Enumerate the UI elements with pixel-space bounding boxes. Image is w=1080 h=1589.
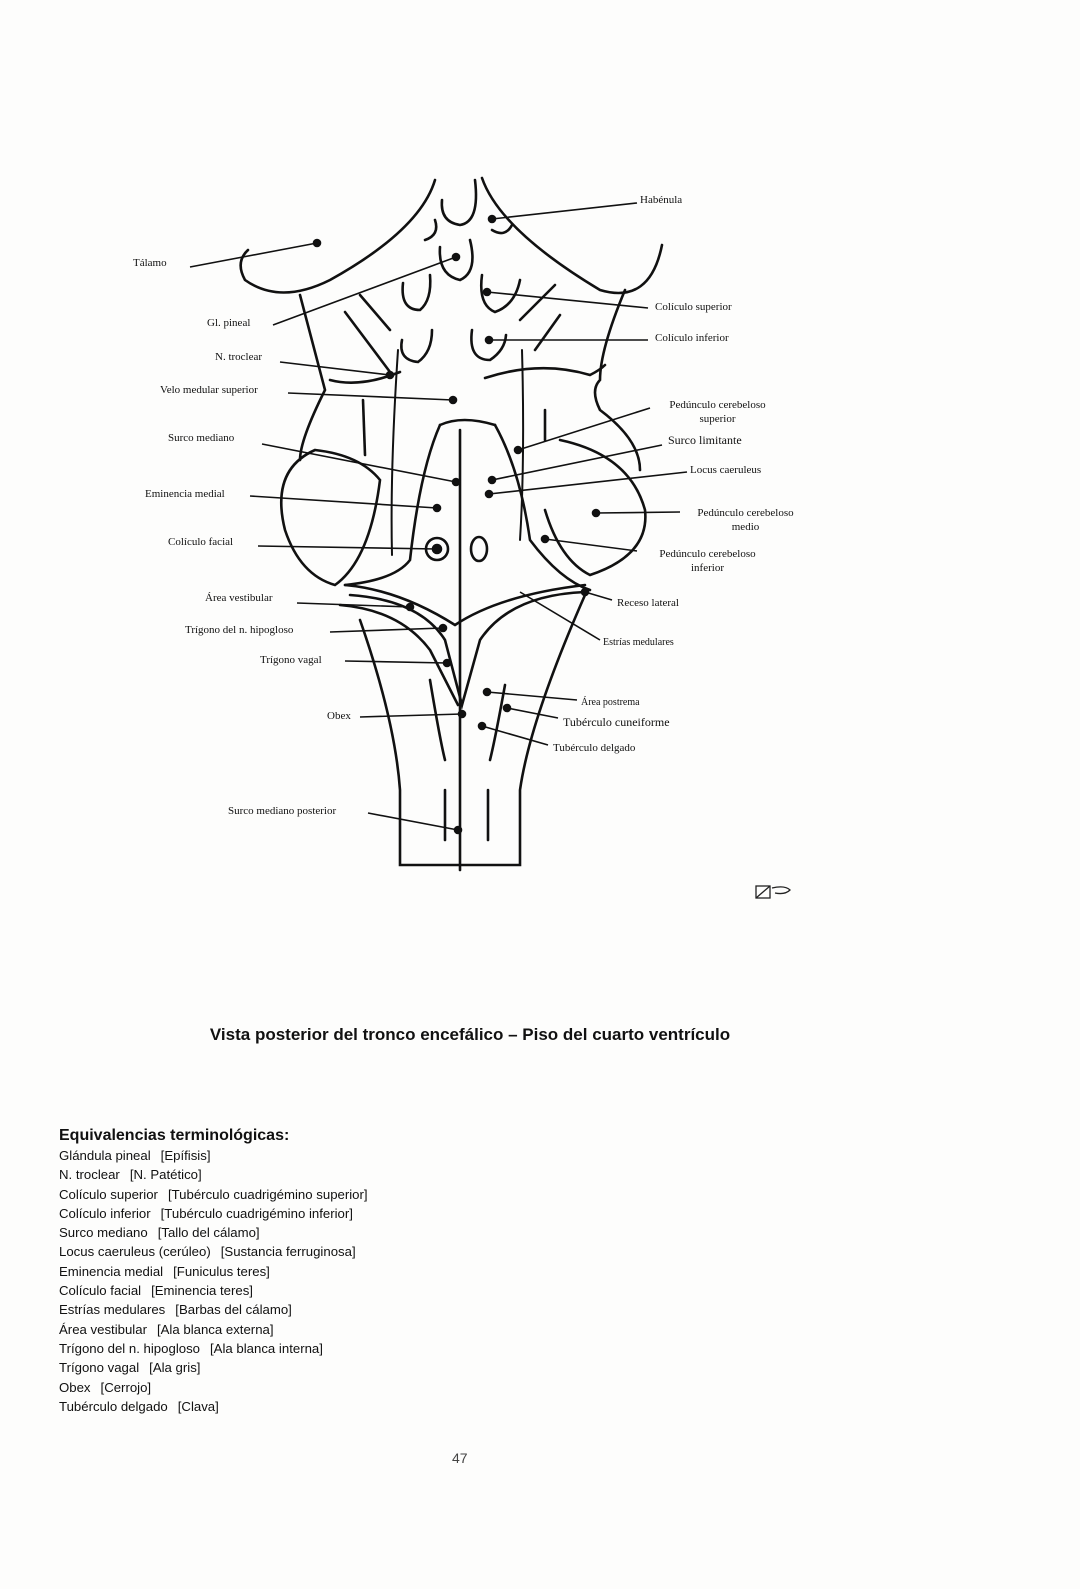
label-line: inferior <box>691 562 724 574</box>
label-area-vestibular: Área vestibular <box>205 592 273 604</box>
label-locus-caeruleus: Locus caeruleus <box>690 464 762 476</box>
equivalence-item <box>59 1281 368 1300</box>
label-velo-medular: Velo medular superior <box>160 384 258 396</box>
label-line: medio <box>731 521 760 533</box>
equivalence-item <box>59 1339 368 1358</box>
term: Glándula pineal <box>59 1148 151 1163</box>
equivalent-term: [Ala gris] <box>149 1360 201 1376</box>
equivalent-term: [Cerrojo] <box>100 1379 152 1395</box>
leader-lines <box>190 203 687 834</box>
term: Colículo inferior <box>59 1205 151 1221</box>
equivalence-item <box>59 1358 368 1377</box>
label-pedunculo-medio <box>683 506 808 534</box>
equivalent-term: [Tubérculo cuadrigémino inferior] <box>160 1205 353 1221</box>
label-line: superior <box>699 413 736 425</box>
label-coliculo-superior: Colículo superior <box>655 301 732 313</box>
equivalent-term: [Eminencia teres] <box>151 1283 253 1299</box>
equivalence-item <box>59 1204 368 1223</box>
term: Tubérculo delgado <box>59 1398 168 1414</box>
equivalence-item <box>59 1185 368 1204</box>
equivalence-item <box>59 1262 368 1281</box>
label-estrias-medulares: Estrías medulares <box>603 637 674 648</box>
term: Colículo superior <box>59 1186 158 1202</box>
label-area-postrema: Área postrema <box>581 697 640 708</box>
term: Eminencia medial <box>59 1263 164 1279</box>
equivalence-item <box>59 1223 368 1242</box>
label-pedunculo-inferior <box>645 547 770 575</box>
label-gl-pineal: Gl. pineal <box>207 317 251 329</box>
term: Obex <box>59 1379 91 1395</box>
equivalent-term: [Tallo del cálamo] <box>157 1225 260 1241</box>
equivalent-term: [Sustancia ferruginosa] <box>220 1244 356 1260</box>
label-trigono-vagal: Trígono vagal <box>260 654 322 666</box>
label-receso-lateral: Receso lateral <box>617 597 679 609</box>
label-eminencia-medial: Eminencia medial <box>145 488 225 500</box>
equivalent-term: [Clava] <box>177 1398 219 1414</box>
equivalent-term: [Funiculus teres] <box>173 1263 270 1279</box>
label-pedunculo-superior <box>655 398 780 426</box>
page-number: 47 <box>452 1450 468 1466</box>
term: Locus caeruleus (cerúleo) <box>59 1244 211 1260</box>
equivalence-item <box>59 1378 368 1397</box>
term: Área vestibular <box>59 1321 147 1337</box>
label-tuberculo-cuneiforme: Tubérculo cuneiforme <box>563 715 670 729</box>
equivalence-item <box>59 1300 368 1319</box>
equivalences-heading: Equivalencias terminológicas: <box>59 1127 290 1144</box>
signature-mark <box>756 886 790 898</box>
label-coliculo-inferior: Colículo inferior <box>655 332 729 344</box>
label-surco-mediano: Surco mediano <box>168 432 235 444</box>
equivalences-list <box>59 1146 368 1416</box>
equivalent-term: [Ala blanca externa] <box>156 1321 274 1337</box>
term: Estrías medulares <box>59 1302 166 1318</box>
equivalence-item <box>59 1242 368 1261</box>
label-obex: Obex <box>327 710 351 722</box>
equivalent-term: [Epífisis] <box>160 1148 211 1163</box>
label-n-troclear: N. troclear <box>215 351 263 363</box>
label-trigono-hipogloso: Trígono del n. hipogloso <box>185 624 294 636</box>
equivalence-item <box>59 1165 368 1184</box>
term: Colículo facial <box>59 1283 142 1299</box>
equivalent-term: [Tubérculo cuadrigémino superior] <box>167 1186 368 1202</box>
brainstem-outline <box>241 178 662 870</box>
term: Trígono del n. hipogloso <box>59 1340 201 1356</box>
term: Surco mediano <box>59 1225 148 1241</box>
label-surco-mediano-posterior: Surco mediano posterior <box>228 805 337 817</box>
equivalence-item <box>59 1146 368 1165</box>
equivalent-term: [Barbas del cálamo] <box>175 1302 292 1318</box>
label-tuberculo-delgado: Tubérculo delgado <box>553 742 636 754</box>
label-talamo: Tálamo <box>133 257 167 269</box>
term: Trígono vagal <box>59 1360 140 1376</box>
label-line: Pedúnculo cerebeloso <box>659 548 756 560</box>
label-line: Pedúnculo cerebeloso <box>697 507 794 519</box>
figure-caption: Vista posterior del tronco encefálico – Piso del cuarto ventrículo <box>209 1025 731 1044</box>
equivalence-item <box>59 1397 368 1416</box>
equivalence-item <box>59 1320 368 1339</box>
equivalent-term: [Ala blanca interna] <box>210 1340 323 1356</box>
label-habenula: Habénula <box>640 194 683 206</box>
label-surco-limitante: Surco limitante <box>668 433 742 447</box>
label-line: Pedúnculo cerebeloso <box>669 399 766 411</box>
equivalent-term: [N. Patético] <box>129 1167 202 1183</box>
label-coliculo-facial: Colículo facial <box>168 536 234 548</box>
term: N. troclear <box>59 1167 120 1183</box>
